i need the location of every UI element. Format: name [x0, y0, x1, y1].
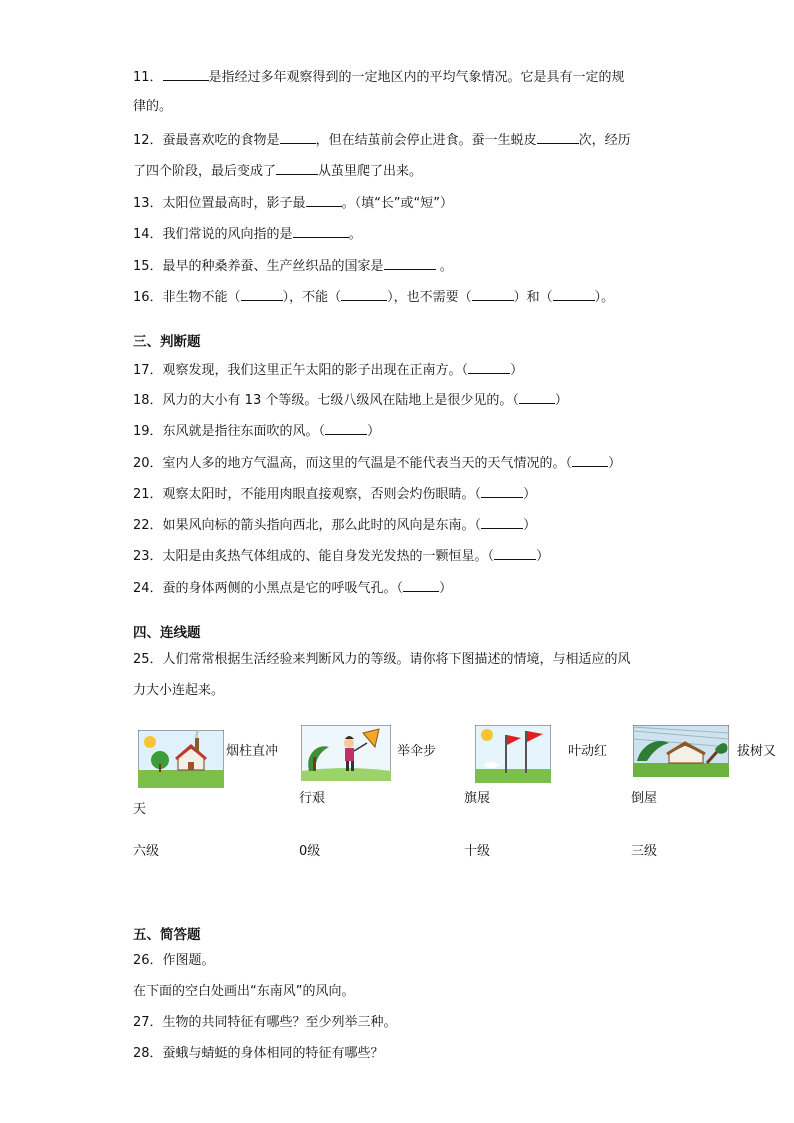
- question-23: 23．太阳是由炙热气体组成的、能自身发光发热的一颗恒星。（ ）: [133, 546, 549, 566]
- scene-4-label-cont: 倒屋: [631, 791, 658, 806]
- level-4[interactable]: 三级: [631, 844, 658, 859]
- answer-blank[interactable]: [403, 578, 439, 592]
- question-12: 12．蚕最喜欢吃的食物是 ，但在结茧前会停止进食。蚕一生蜕皮 次，经历: [133, 130, 631, 150]
- answer-blank[interactable]: [481, 515, 523, 529]
- scene-2-label-cont: 行艰: [299, 791, 326, 806]
- question-24: 24．蚕的身体两侧的小黑点是它的呼吸气孔。（ ）: [133, 578, 452, 598]
- answer-blank[interactable]: [472, 287, 514, 301]
- answer-blank[interactable]: [341, 287, 387, 301]
- answer-blank[interactable]: [481, 484, 523, 498]
- answer-blank[interactable]: [468, 360, 510, 374]
- red-flags-icon[interactable]: [475, 725, 551, 783]
- answer-blank[interactable]: [325, 421, 367, 435]
- question-17: 17．观察发现，我们这里正午太阳的影子出现在正南方。（ ）: [133, 360, 523, 380]
- answer-blank[interactable]: [537, 130, 579, 144]
- question-28: 28．蚕蛾与蜻蜓的身体相同的特征有哪些？: [133, 1046, 384, 1061]
- question-21: 21．观察太阳时，不能用肉眼直接观察，否则会灼伤眼睛。（ ）: [133, 484, 536, 504]
- scene-2-label: 举伞步: [397, 744, 437, 759]
- scene-4-label: 拔树又: [737, 744, 777, 759]
- scene-3-label: 叶动红: [568, 744, 608, 759]
- section-judge-title: 三、判断题: [133, 334, 201, 350]
- question-20: 20．室内人多的地方气温高，而这里的气温是不能代表当天的天气情况的。（ ）: [133, 453, 621, 473]
- question-12-cont: 了四个阶段，最后变成了 从茧里爬了出来。: [133, 161, 422, 181]
- answer-blank[interactable]: [494, 546, 536, 560]
- level-1[interactable]: 六级: [133, 844, 160, 859]
- question-25: 25．人们常常根据生活经验来判断风力的等级。请你将下图描述的情境，与相适应的风: [133, 652, 631, 667]
- question-11: 11． 是指经过多年观察得到的一定地区内的平均气象情况。它是具有一定的规: [133, 67, 625, 87]
- question-26-cont: 在下面的空白处画出“东南风”的风向。: [133, 984, 355, 999]
- question-18: 18．风力的大小有 13 个等级。七级八级风在陆地上是很少见的。（ ）: [133, 390, 568, 410]
- answer-blank[interactable]: [572, 453, 608, 467]
- question-22: 22．如果风向标的箭头指向西北，那么此时的风向是东南。（ ）: [133, 515, 536, 535]
- level-3[interactable]: 十级: [464, 844, 491, 859]
- level-2[interactable]: 0级: [299, 844, 321, 859]
- answer-blank[interactable]: [384, 256, 436, 270]
- scene-1-label: 烟柱直冲: [226, 744, 279, 759]
- answer-blank[interactable]: [276, 161, 318, 175]
- question-25-cont: 力大小连起来。: [133, 683, 225, 698]
- question-14: 14．我们常说的风向指的是 。: [133, 224, 362, 244]
- answer-blank[interactable]: [306, 193, 342, 207]
- answer-blank[interactable]: [163, 67, 209, 81]
- question-16: 16．非生物不能（ ），不能（ ），也不需要（ ）和（ ）。: [133, 287, 614, 307]
- section-match-title: 四、连线题: [133, 625, 201, 641]
- storm-house-icon[interactable]: [633, 725, 729, 777]
- scene-1-label-cont: 天: [133, 802, 147, 817]
- question-15: 15．最早的种桑养蚕、生产丝织品的国家是 。: [133, 256, 453, 276]
- answer-blank[interactable]: [293, 224, 349, 238]
- answer-blank[interactable]: [280, 130, 316, 144]
- question-27: 27．生物的共同特征有哪些？至少列举三种。: [133, 1015, 397, 1030]
- answer-blank[interactable]: [553, 287, 595, 301]
- question-11-cont: 律的。: [133, 99, 173, 114]
- question-26: 26．作图题。: [133, 953, 215, 968]
- answer-blank[interactable]: [519, 390, 555, 404]
- umbrella-person-icon[interactable]: [301, 725, 391, 781]
- section-short-answer-title: 五、简答题: [133, 927, 201, 943]
- answer-blank[interactable]: [241, 287, 283, 301]
- question-13: 13．太阳位置最高时，影子最 。（填“长”或“短”）: [133, 193, 453, 213]
- scene-3-label-cont: 旗展: [464, 791, 491, 806]
- question-19: 19．东风就是指往东面吹的风。（ ）: [133, 421, 380, 441]
- smoke-house-icon[interactable]: [138, 730, 224, 788]
